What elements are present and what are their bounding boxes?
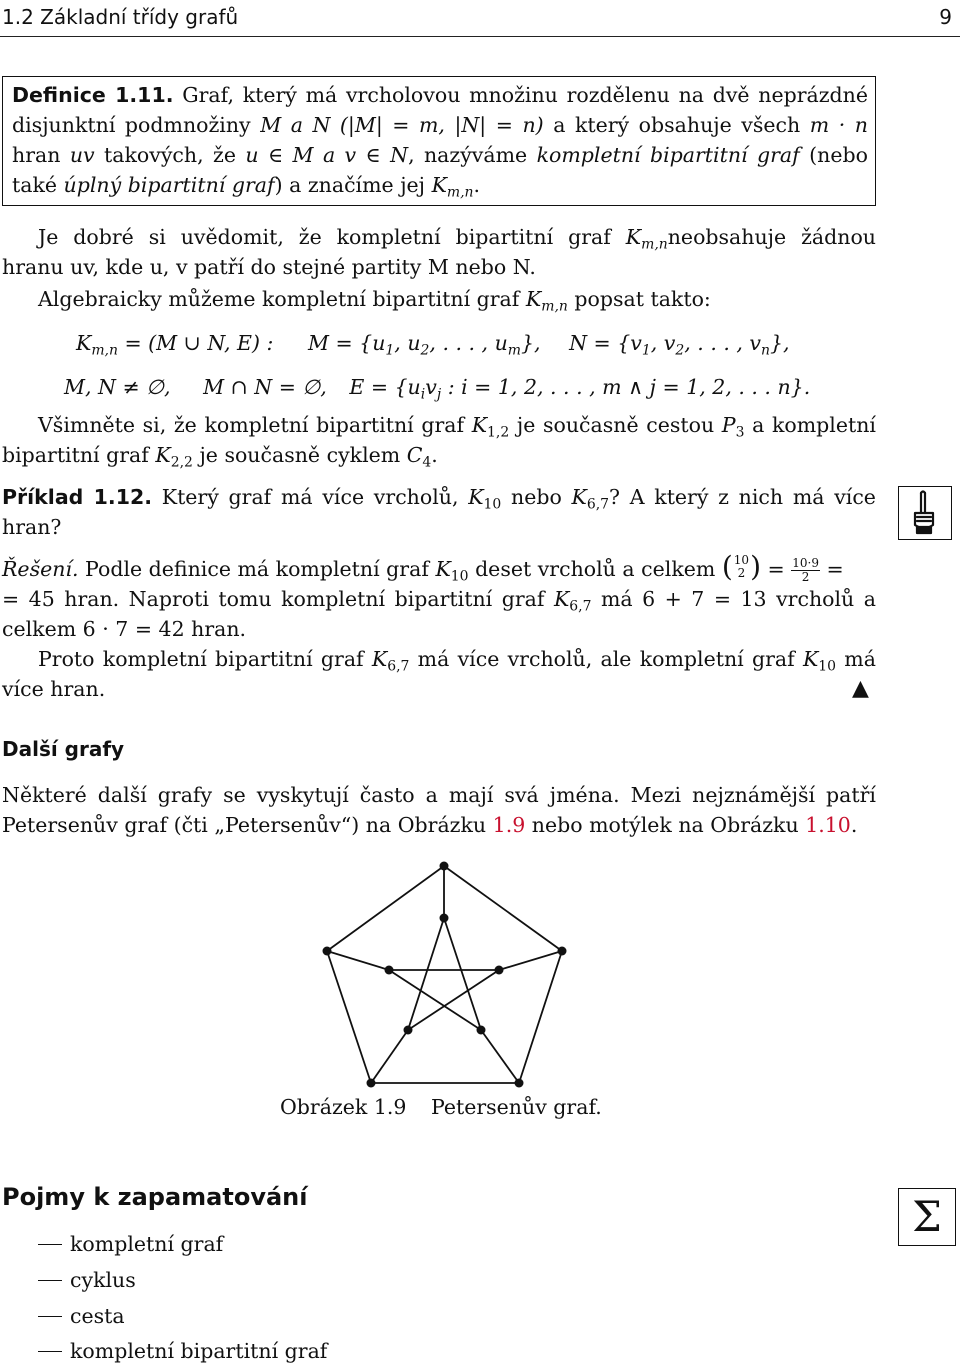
figure-caption: Obrázek 1.9 Petersenův graf. (280, 1095, 602, 1119)
running-header-section: 1.2 Základní třídy grafů (2, 5, 239, 29)
formula-line-1: $K_{m,n} = (M$ ∪ N, E) : $M = \{u_1$, $u_2$, . . . , $u_m$}, $N = \{v_1$, $v_2$, . . . , $v_n$}, (76, 331, 790, 359)
paragraph-3-line-2: bipartitní graf $K_{2,2}$ je současně cyklem $C_4$. (2, 443, 438, 471)
definition-term: kompletní bipartitní graf (536, 143, 800, 167)
solution-line-3: celkem 6 · 7 = 42 hran. (2, 617, 247, 641)
graph-vertex (440, 914, 449, 923)
solution-line-2: = 45 hran. Naproti tomu kompletní bipartitní graf $K_{6,7}$ má 6 + 7 = 13 vrcholů a (2, 587, 876, 615)
paragraph-1-line-1: Je dobré si uvědomit, že kompletní bipartitní graf $K_{m,n}neobsahuje$ žádnou (38, 225, 876, 253)
solution-line-1: Řešení. Podle definice má kompletní graf $K_{10}$ deset vrcholů a celkem ( 10 2 ) = $\frac{10\cdot 9}{2}$ = (2, 550, 844, 585)
paragraph-2-line-1: Algebraicky můžeme kompletní bipartitní graf $K_{m,n}$ popsat takto: (38, 287, 711, 315)
graph-vertex (477, 1026, 486, 1035)
graph-vertex (558, 947, 567, 956)
summary-item: cesta (38, 1301, 125, 1331)
section-other-line-2: Petersenův graf (čti „Petersenův“) na Obrázku 1.9 nebo motýlek na Obrázku 1.10. (2, 813, 858, 837)
fraction: $\frac{10\cdot 9}{2}$ (792, 556, 819, 584)
solution-label: Řešení. (2, 557, 79, 581)
graph-vertex (323, 947, 332, 956)
definition-line-1: Definice 1.11. Graf, který má vrcholovou množinu rozdělenu na dvě neprázdné (12, 83, 868, 107)
definition-line-4: také úplný bipartitní graf) a značíme jej $K_{m,n}$. (12, 173, 481, 201)
inner-pentagram-edges (389, 918, 499, 1030)
graph-vertex (367, 1079, 376, 1088)
spoke-edge (481, 1030, 519, 1083)
binomial-coefficient: ( 10 2 ) (721, 550, 761, 583)
summary-icon-box (898, 1188, 956, 1246)
section-title-other-graphs: Další grafy (2, 737, 125, 761)
spoke-edge (499, 951, 562, 970)
summary-title: Pojmy k zapamatování (2, 1183, 308, 1211)
graph-vertex (440, 862, 449, 871)
example-line-2: hran? (2, 515, 62, 539)
spoke-edge (327, 951, 389, 970)
figure-label: Obrázek 1.9 (280, 1095, 407, 1119)
definition-line-2: disjunktní podmnožiny M a N (|M| = m, |N| = n) a který obsahuje všech m · n (12, 113, 868, 137)
example-icon-box (898, 486, 952, 540)
definition-line-3: hran uv takových, že u ∈ M a v ∈ N, nazýváme kompletní bipartitní graf (nebo (12, 143, 868, 167)
page-number: 9 (939, 5, 952, 29)
definition-term-alt: úplný bipartitní graf (63, 173, 275, 197)
graph-vertex (385, 966, 394, 975)
graph-vertex (515, 1079, 524, 1088)
example-line-1: Příklad 1.12. Který graf má více vrcholů, $K_{10}$ nebo $K_{6,7}$? A který z nich má více (2, 485, 876, 513)
formula-line-2: M, N ≠ ∅, M ∩ N = ∅, $E = \{u_iv_j$ : i = 1, 2, . . . , m ∧ j = 1, 2, . . . n}. (64, 375, 811, 403)
paragraph-1-line-2: hranu uv, kde u, v patří do stejné partity M nebo N. (2, 255, 536, 279)
summary-item: cyklus (38, 1265, 136, 1295)
spoke-edge (371, 1030, 408, 1083)
figure-reference-link[interactable]: 1.10 (805, 813, 851, 837)
solution-line-4: Proto kompletní bipartitní graf $K_{6,7}$ má více vrcholů, ale kompletní graf $K_{10}$ má (38, 647, 876, 675)
example-label: Příklad 1.12. (2, 485, 153, 509)
solution-line-5: více hran. (2, 677, 106, 701)
graph-vertex (404, 1026, 413, 1035)
graph-vertex (495, 966, 504, 975)
paragraph-3-line-1: Všimněte si, že kompletní bipartitní graf $K_{1,2}$ je současně cestou $P_3$ a kompletní (38, 413, 876, 441)
petersen-graph-figure (318, 858, 572, 1090)
definition-label: Definice 1.11. (12, 83, 174, 107)
figure-reference-link[interactable]: 1.9 (492, 813, 526, 837)
header-rule (0, 36, 960, 37)
summary-item: kompletní bipartitní graf (38, 1336, 327, 1366)
section-other-line-1: Některé další grafy se vyskytují často a mají svá jména. Mezi nejznámější patří (2, 783, 876, 807)
end-of-solution-mark: ▲ (852, 676, 869, 701)
sigma-icon: Σ (912, 1192, 942, 1241)
summary-item: kompletní graf (38, 1229, 223, 1259)
pointing-hand-icon (899, 487, 951, 539)
